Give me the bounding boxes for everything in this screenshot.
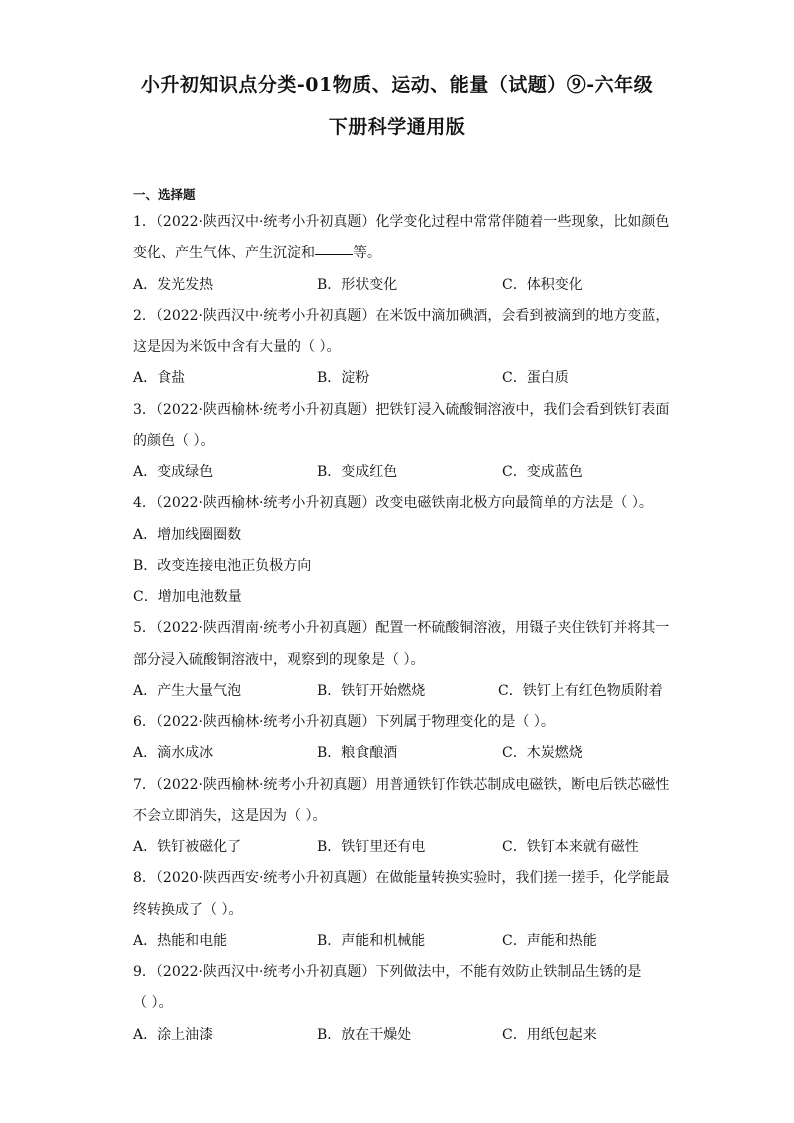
question-2-text-line-2: 这是因为米饭中含有大量的（ ）。 [133,339,341,355]
question-9-option-b: B．放在干燥处 [317,1027,412,1043]
question-3-option-b: B．变成红色 [317,464,398,480]
question-3-option-c: C．变成蓝色 [502,464,583,480]
question-6-text: 6．（2022·陕西榆林·统考小升初真题）下列属于物理变化的是（ ）。 [133,714,555,730]
question-3-text: 3．（2022·陕西榆林·统考小升初真题）把铁钉浸入硫酸铜溶液中，我们会看到铁钉表面 [133,402,670,418]
question-9-option-a: A．涂上油漆 [133,1027,214,1043]
question-7-text-line-2: 不会立即消失，这是因为（ ）。 [133,808,327,824]
question-1-text-line-2: 变化、产生气体、产生沉淀和 等。 [133,245,381,261]
question-1-option-b: B．形状变化 [317,277,398,293]
question-7-option-a: A．铁钉被磁化了 [133,839,242,855]
question-6-option-c: C．木炭燃烧 [502,745,583,761]
question-8-option-b: B．声能和机械能 [317,933,426,949]
question-5-option-c: C．铁钉上有红色物质附着 [498,683,663,699]
question-6-option-a: A．滴水成冰 [133,745,214,761]
question-5-option-b: B．铁钉开始燃烧 [317,683,426,699]
question-1-option-a: A．发光发热 [133,277,214,293]
question-8-option-a: A．热能和电能 [133,933,228,949]
question-8-option-c: C．声能和热能 [502,933,597,949]
question-8-text-line-2: 终转换成了（ ）。 [133,902,243,918]
question-4-text: 4．（2022·陕西榆林·统考小升初真题）改变电磁铁南北极方向最简单的方法是（ ）。 [133,495,653,511]
question-2-option-a: A．食盐 [133,370,186,386]
question-7-option-b: B．铁钉里还有电 [317,839,426,855]
answer-blank [315,253,353,255]
section-heading: 一、选择题 [133,187,196,202]
question-4-option-b: B．改变连接电池正负极方向 [133,558,312,574]
question-4-option-c: C．增加电池数量 [133,589,242,605]
question-2-text: 2．（2022·陕西汉中·统考小升初真题）在米饭中滴加碘酒，会看到被滴到的地方变蓝， [133,308,670,324]
question-2-option-c: C．蛋白质 [502,370,569,386]
question-3-option-a: A．变成绿色 [133,464,214,480]
document-title-line-1: 小升初知识点分类-01物质、运动、能量（试题）⑨-六年级 [140,74,654,96]
question-5-text: 5．（2022·陕西渭南·统考小升初真题）配置一杯硫酸铜溶液，用镊子夹住铁钉并将其一 [133,620,670,636]
question-3-text-line-2: 的颜色（ ）。 [133,433,215,449]
question-4-option-a: A．增加线圈圈数 [133,527,242,543]
question-5-text-line-2: 部分浸入硫酸铜溶液中，观察到的现象是（ ）。 [133,652,425,668]
question-7-option-c: C．铁钉本来就有磁性 [502,839,639,855]
question-7-text: 7．（2022·陕西榆林·统考小升初真题）用普通铁钉作铁芯制成电磁铁，断电后铁芯磁性 [133,777,670,793]
question-8-text: 8．（2020·陕西西安·统考小升初真题）在做能量转换实验时，我们搓一搓手，化学能最 [133,870,670,886]
question-9-text: 9．（2022·陕西汉中·统考小升初真题）下列做法中，不能有效防止铁制品生锈的是 [133,964,642,980]
question-6-option-b: B．粮食酿酒 [317,745,398,761]
question-5-option-a: A．产生大量气泡 [133,683,242,699]
document-title-line-2: 下册科学通用版 [328,116,466,138]
question-2-option-b: B．淀粉 [317,370,370,386]
question-9-text-line-2: （ ）。 [133,995,173,1011]
question-1-text: 1．（2022·陕西汉中·统考小升初真题）化学变化过程中常常伴随着一些现象，比如颜色 [133,214,670,230]
question-1-option-c: C．体积变化 [502,277,583,293]
question-9-option-c: C．用纸包起来 [502,1027,597,1043]
